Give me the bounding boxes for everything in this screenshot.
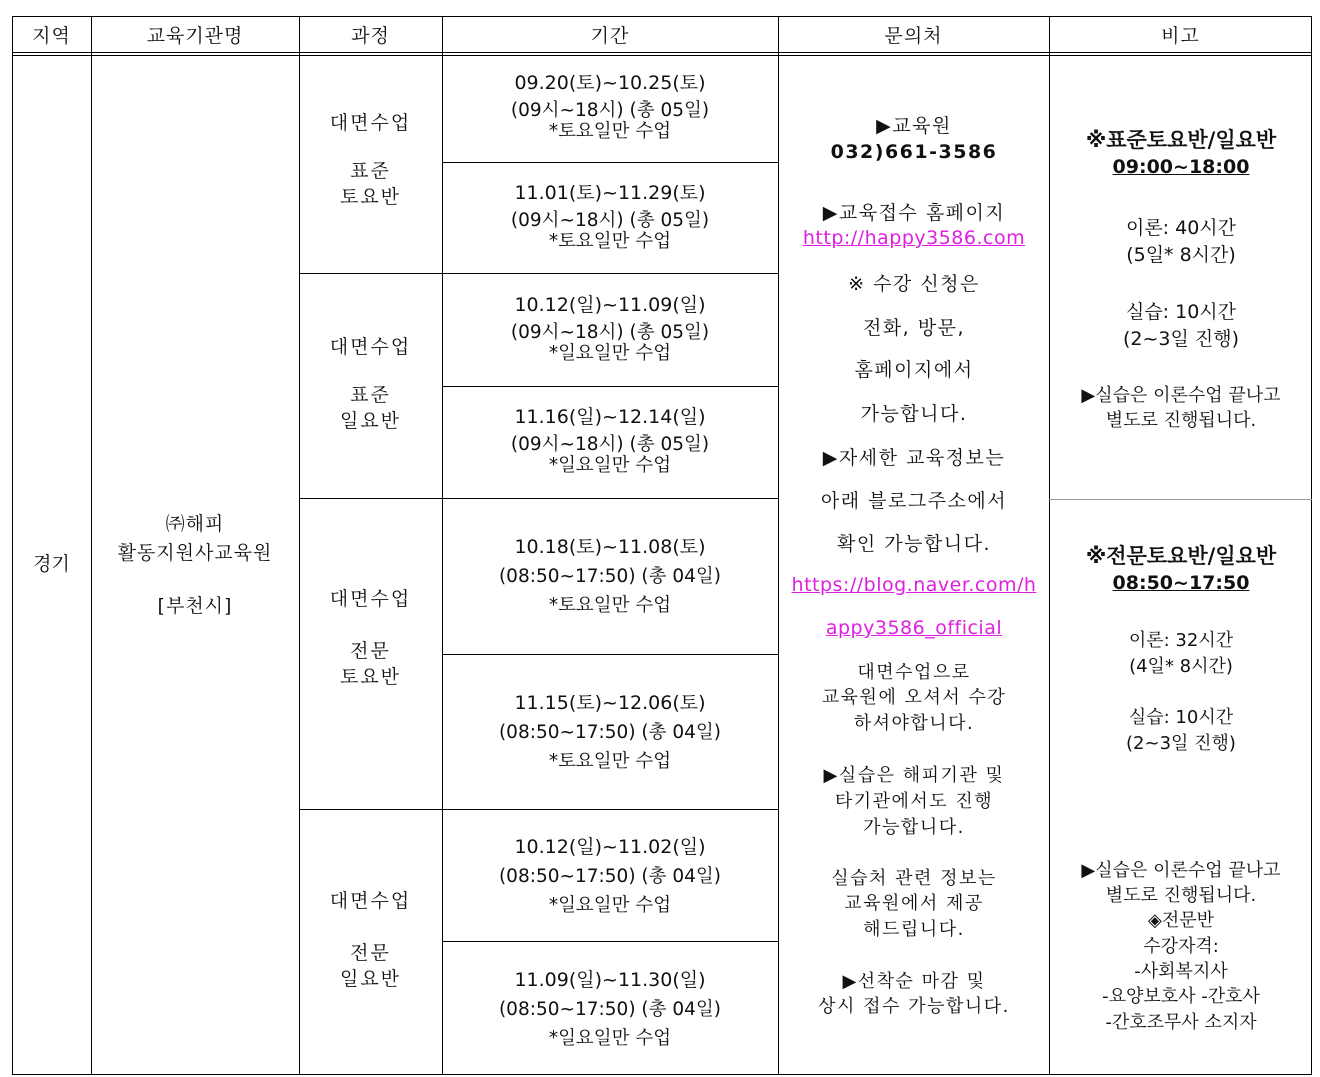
course-name: 토요반 (339, 186, 402, 208)
note-expert-time: 08:50~17:50 (1112, 572, 1250, 594)
period-hours: (09시~18시) (총 05일) (510, 99, 710, 121)
contact-practice-1: ▶실습은 해피기관 및 (823, 765, 1005, 786)
contact-phone: 032)661-3586 (830, 141, 998, 163)
period-dates: 10.18(토)~11.08(토) (514, 535, 706, 558)
course-cell (299, 100, 442, 220)
row-divider (299, 498, 778, 499)
period-dates: 10.12(일)~11.09(일) (514, 293, 706, 316)
note-standard-theory-1: 이론: 40시간 (1125, 217, 1237, 239)
course-name: 일요반 (339, 968, 402, 990)
contact-edu-label: ▶교육원 (876, 115, 952, 137)
period-hours: (08:50~17:50) (총 04일) (498, 998, 722, 1020)
note-expert-qual-label: 수강자격: (1143, 936, 1219, 957)
note-expert-after-1: ▶실습은 이론수업 끝나고 (1081, 860, 1281, 881)
course-cell (299, 878, 442, 1002)
contact-deadline-1: ▶선착순 마감 및 (842, 971, 986, 992)
course-type: 대면수업 (329, 112, 412, 134)
period-note: *토요일만 수업 (548, 230, 672, 252)
period-dates: 11.01(토)~11.29(토) (514, 181, 706, 204)
contact-homepage-label: ▶교육접수 홈페이지 (822, 202, 1006, 224)
course-name: 일요반 (339, 410, 402, 432)
note-expert-theory-2: (4일* 8시간) (1129, 656, 1233, 677)
contact-apply-1: ※ 수강 신청은 (848, 273, 980, 295)
period-dates: 11.16(일)~12.14(일) (514, 405, 706, 428)
homepage-link[interactable]: http://happy3586.com (802, 227, 1026, 249)
note-standard-time: 09:00~18:00 (1112, 156, 1250, 178)
row-divider (442, 654, 778, 655)
row-divider (299, 273, 778, 274)
contact-offline-3: 하셔야합니다. (853, 713, 975, 734)
contact-detail-3: 확인 가능합니다. (836, 533, 992, 555)
institution-name-2: 활동지원사교육원 (117, 541, 273, 564)
contact-apply-3: 홈페이지에서 (854, 359, 974, 381)
note-expert-theory-1: 이론: 32시간 (1128, 630, 1234, 651)
row-divider (299, 809, 778, 810)
contact-apply-4: 가능합니다. (860, 403, 968, 425)
period-note: *일요일만 수업 (548, 342, 672, 364)
course-cell (299, 324, 442, 444)
header-note: 비고 (1161, 24, 1200, 47)
course-name: 토요반 (339, 666, 402, 688)
period-cell (442, 402, 778, 480)
period-cell (442, 530, 778, 622)
contact-info-3: 해드립니다. (863, 919, 965, 940)
period-dates: 11.15(토)~12.06(토) (514, 691, 706, 714)
course-type: 대면수업 (329, 336, 412, 358)
note-standard-after-1: ▶실습은 이론수업 끝나고 (1081, 385, 1281, 406)
blog-link-2[interactable]: appy3586_official (825, 617, 1003, 639)
period-hours: (09시~18시) (총 05일) (510, 433, 710, 455)
note-standard-after-2: 별도로 진행됩니다. (1105, 410, 1257, 431)
period-cell (442, 830, 778, 922)
period-note: *토요일만 수업 (548, 594, 672, 616)
header-divider-2 (12, 55, 1312, 56)
note-expert-qual-2: -요양보호사 -간호사 (1102, 986, 1260, 1007)
header-institution: 교육기관명 (146, 24, 244, 47)
course-type: 대면수업 (329, 588, 412, 610)
institution-city: [부천시] (157, 594, 233, 617)
course-cell (299, 576, 442, 700)
period-note: *일요일만 수업 (548, 454, 672, 476)
period-hours: (09시~18시) (총 05일) (510, 209, 710, 231)
contact-detail-2: 아래 블로그주소에서 (820, 490, 1008, 512)
note-expert-qual-3: -간호조무사 소지자 (1105, 1012, 1257, 1033)
period-note: *일요일만 수업 (548, 894, 672, 916)
period-hours: (08:50~17:50) (총 04일) (498, 865, 722, 887)
period-cell (442, 178, 778, 256)
row-divider (442, 162, 778, 163)
col-divider (778, 16, 779, 1075)
note-standard-theory-2: (5일* 8시간) (1126, 244, 1236, 266)
header-period: 기간 (590, 24, 630, 47)
course-name: 표준 (350, 160, 391, 182)
contact-info-1: 실습처 관련 정보는 (831, 868, 997, 889)
period-note: *토요일만 수업 (548, 120, 672, 142)
note-expert-qual-1: -사회복지사 (1134, 961, 1228, 982)
row-divider (442, 941, 778, 942)
course-type: 대면수업 (329, 890, 412, 912)
contact-apply-2: 전화, 방문, (862, 317, 966, 339)
contact-practice-3: 가능합니다. (863, 817, 965, 838)
course-name: 표준 (350, 384, 391, 406)
period-hours: (08:50~17:50) (총 04일) (498, 565, 722, 587)
note-expert-practice-2: (2~3일 진행) (1126, 733, 1236, 754)
contact-detail-1: ▶자세한 교육정보는 (822, 447, 1006, 469)
period-cell (442, 68, 778, 146)
row-divider (442, 386, 778, 387)
contact-offline-1: 대면수업으로 (857, 662, 971, 683)
note-standard-practice-2: (2~3일 진행) (1122, 328, 1240, 350)
period-cell (442, 963, 778, 1055)
period-dates: 09.20(토)~10.25(토) (514, 71, 706, 94)
note-expert-after-2: 별도로 진행됩니다. (1105, 885, 1257, 906)
period-note: *일요일만 수업 (548, 1027, 672, 1049)
note-expert-label: ◈전문반 (1147, 910, 1214, 931)
contact-info-2: 교육원에서 제공 (844, 893, 984, 914)
institution-name-1: ㈜해피 (165, 512, 225, 535)
period-note: *토요일만 수업 (548, 750, 672, 772)
period-cell (442, 686, 778, 778)
blog-link-1[interactable]: https://blog.naver.com/h (791, 574, 1037, 596)
course-name: 전문 (350, 640, 391, 662)
contact-offline-2: 교육원에 오셔서 수강 (821, 687, 1007, 708)
region-value: 경기 (33, 552, 70, 575)
note-standard-title: ※표준토요반/일요반 (1085, 128, 1277, 152)
region-cell (12, 540, 91, 584)
period-dates: 10.12(일)~11.02(일) (514, 835, 706, 858)
note-expert-title: ※전문토요반/일요반 (1085, 544, 1277, 568)
contact-practice-2: 타기관에서도 진행 (834, 791, 994, 812)
contact-deadline-2: 상시 접수 가능합니다. (818, 996, 1010, 1017)
header-contact: 문의처 (884, 24, 943, 47)
period-hours: (08:50~17:50) (총 04일) (498, 721, 722, 743)
header-region: 지역 (32, 24, 71, 47)
header-divider (12, 52, 1312, 53)
note-expert-practice-1: 실습: 10시간 (1128, 707, 1234, 728)
note-standard-practice-1: 실습: 10시간 (1125, 301, 1237, 323)
institution-cell (91, 505, 299, 625)
period-dates: 11.09(일)~11.30(일) (514, 968, 706, 991)
period-hours: (09시~18시) (총 05일) (510, 321, 710, 343)
course-name: 전문 (350, 942, 391, 964)
row-divider (1049, 499, 1312, 500)
period-cell (442, 290, 778, 368)
header-course: 과정 (351, 24, 390, 47)
